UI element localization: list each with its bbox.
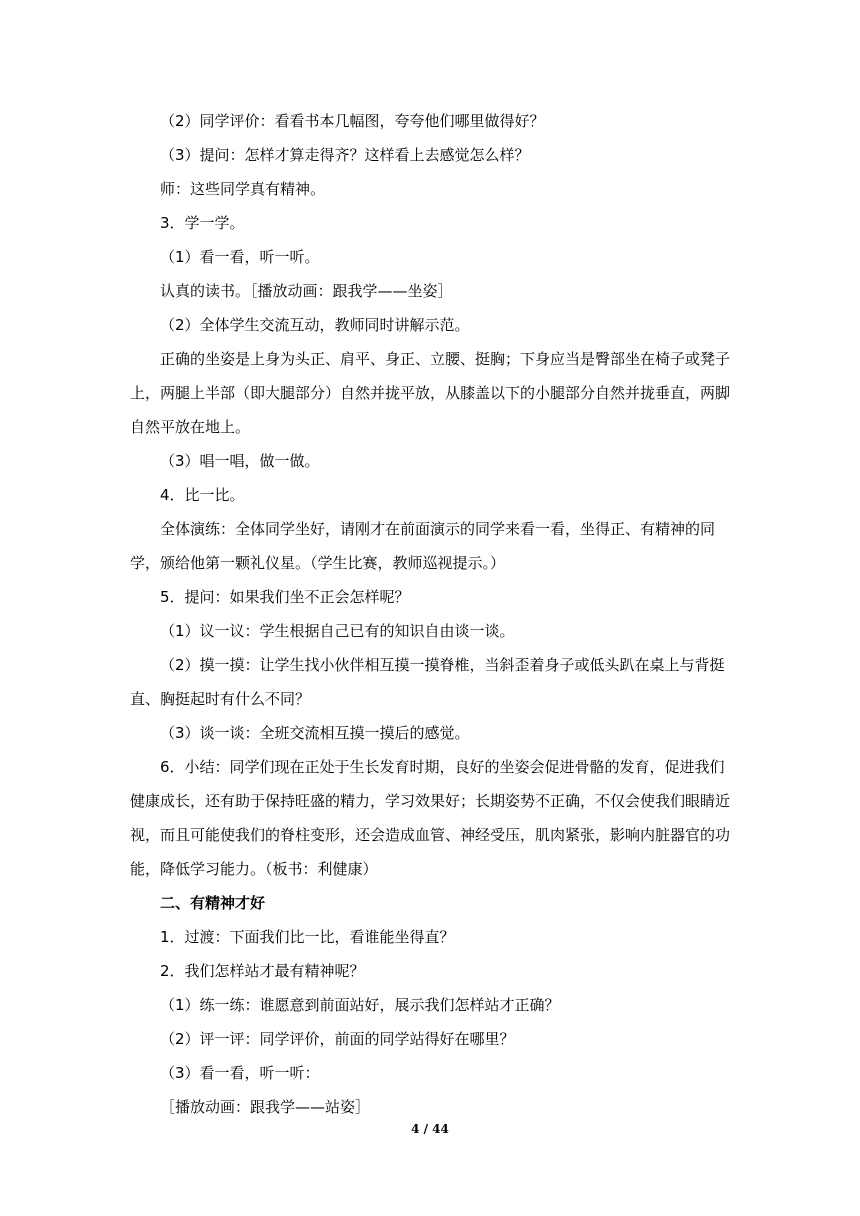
paragraph: 正确的坐姿是上身为头正、肩平、身正、立腰、挺胸；下身应当是臀部坐在椅子或凳子上，两腿上半部（即大腿部分）自然并拢平放，从膝盖以下的小腿部分自然并拢垂直，两脚自然平放在地上。 [130,350,731,436]
paragraph: 师：这些同学真有精神。 [160,180,326,198]
paragraph: （2）评一评：同学评价，前面的同学站得好在哪里？ [160,1030,515,1048]
paragraph: （3）看一看，听一听： [160,1064,320,1082]
section-heading: 二、有精神才好 [160,894,266,912]
paragraph: 认真的读书。［播放动画：跟我学——坐姿］ [160,282,453,300]
paragraph: （3）谈一谈：全班交流相互摸一摸后的感觉。 [160,724,470,742]
paragraph: （2）摸一摸：让学生找小伙伴相互摸一摸脊椎，当斜歪着身子或低头趴在桌上与背挺直、胸挺起时有什么不同？ [130,656,725,708]
paragraph: 2．我们怎样站才最有精神呢？ [160,962,365,980]
paragraph: 4．比一比。 [160,486,245,504]
paragraph: （1）练一练：谁愿意到前面站好，展示我们怎样站才正确？ [160,996,560,1014]
paragraph: 5．提问：如果我们坐不正会怎样呢？ [160,588,410,606]
paragraph: （3）提问：怎样才算走得齐？这样看上去感觉怎么样？ [160,146,530,164]
paragraph: 1．过渡：下面我们比一比，看谁能坐得直？ [160,928,455,946]
paragraph: 3．学一学。 [160,214,245,232]
paragraph: （1）议一议：学生根据自己已有的知识自由谈一谈。 [160,622,515,640]
paragraph: （3）唱一唱，做一做。 [160,452,320,470]
document-body [130,104,730,1124]
page-number: 4 / 44 [411,1122,449,1136]
paragraph: 6．小结：同学们现在正处于生长发育时期，良好的坐姿会促进骨骼的发育，促进我们健康成长，还有助于保持旺盛的精力，学习效果好；长期姿势不正确，不仅会使我们眼睛近视，而且可能使我们的脊柱变形，还会造成血管、神经受压，肌肉紧张，影响内脏器官的功能，降低学习能力。（板书：利健康） [130,758,731,878]
paragraph: ［播放动画：跟我学——站姿］ [160,1098,371,1116]
paragraph: （2）全体学生交流互动，教师同时讲解示范。 [160,316,470,334]
paragraph: （2）同学评价：看看书本几幅图，夸夸他们哪里做得好？ [160,112,545,130]
paragraph: （1）看一看，听一听。 [160,248,320,266]
paragraph: 全体演练：全体同学坐好，请刚才在前面演示的同学来看一看，坐得正、有精神的同学，颁给他第一颗礼仪星。（学生比赛，教师巡视提示。） [130,520,716,572]
